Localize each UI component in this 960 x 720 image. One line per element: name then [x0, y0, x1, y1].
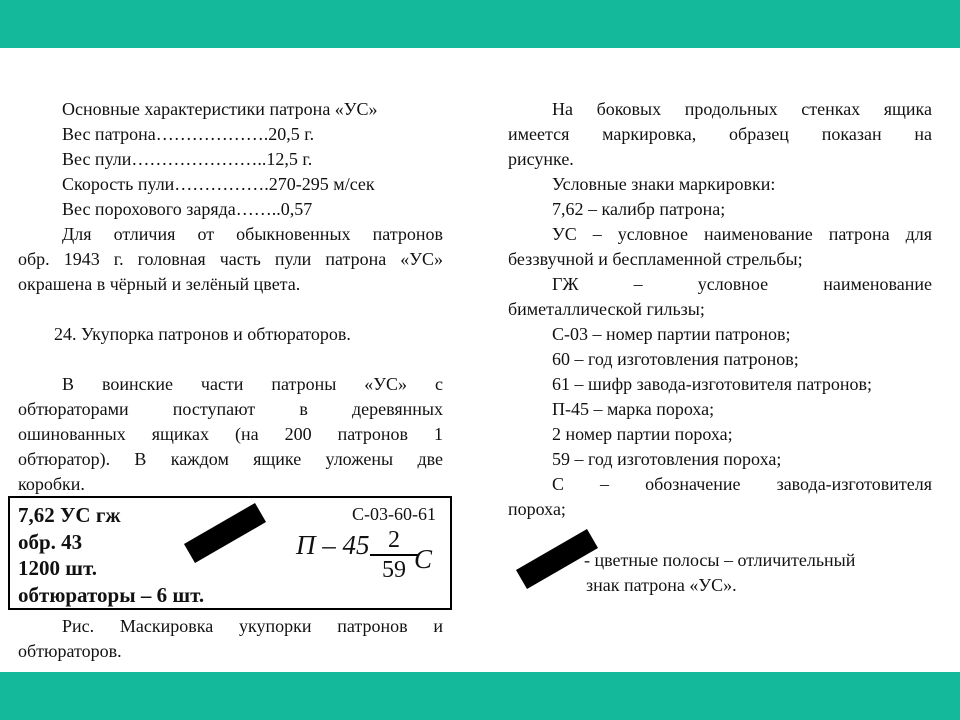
legend-item: пороха;	[508, 499, 566, 519]
section-heading: 24. Укупорка патронов и обтюраторов.	[54, 324, 351, 344]
legend-item: биметаллической гильзы;	[508, 299, 705, 319]
stripes-note-line: - цветные полосы – отличительный	[584, 550, 856, 570]
intro-line: имеется маркировка, образец показан на	[508, 124, 932, 144]
difference-line: Для отличия от обыкновенных патронов	[62, 224, 443, 244]
fraction-numerator: 2	[370, 526, 418, 556]
difference-line: окрашена в чёрный и зелёный цвета.	[18, 274, 301, 294]
box-caliber-line: 7,62 УС гж	[18, 503, 121, 527]
caption-line: обтюраторов.	[18, 641, 122, 661]
powder-formula-fraction	[370, 526, 418, 584]
box-batch-code: С-03-60-61	[352, 504, 436, 524]
powder-formula: П – 45	[296, 530, 370, 560]
packing-line: коробки.	[18, 474, 85, 494]
legend-item: беззвучной и беспламенной стрельбы;	[508, 249, 803, 269]
bottom-color-band	[0, 672, 960, 720]
box-model-line: обр. 43	[18, 530, 83, 554]
legend-item: С-03 – номер партии патронов;	[552, 324, 791, 344]
legend-item: ГЖ – условное наименование	[552, 274, 932, 294]
legend-item: С – обозначение завода-изготовителя	[552, 474, 932, 494]
specs-title: Основные характеристики патрона «УС»	[62, 99, 378, 119]
spec-charge-weight: Вес порохового заряда……..0,57	[62, 199, 313, 219]
legend-item: 61 – шифр завода-изготовителя патронов;	[552, 374, 872, 394]
spec-cartridge-weight: Вес патрона……………….20,5 г.	[62, 124, 315, 144]
powder-formula-plant: С	[414, 544, 433, 574]
legend-item: 59 – год изготовления пороха;	[552, 449, 782, 469]
stripes-note	[584, 548, 855, 598]
legend-item: 60 – год изготовления патронов;	[552, 349, 799, 369]
difference-line: обр. 1943 г. головная часть пули патрона «УС»	[18, 249, 443, 269]
legend-item: 2 номер партии пороха;	[552, 424, 733, 444]
packing-line: обтюратор). В каждом ящике уложены две	[18, 449, 443, 469]
legend-title: Условные знаки маркировки:	[552, 174, 776, 194]
caption-line: Рис. Маскировка укупорки патронов и	[62, 616, 443, 636]
legend-item: УС – условное наименование патрона для	[552, 224, 932, 244]
left-column	[18, 97, 443, 497]
stripes-note-line: знак патрона «УС».	[586, 575, 737, 595]
legend-item: 7,62 – калибр патрона;	[552, 199, 726, 219]
spec-bullet-speed: Скорость пули…………….270-295 м/сек	[62, 174, 375, 194]
intro-line: рисунке.	[508, 149, 574, 169]
box-obturators-line: обтюраторы – 6 шт.	[18, 583, 205, 607]
packing-line: В воинские части патроны «УС» с	[62, 374, 443, 394]
packing-line: обтюраторами поступают в деревянных	[18, 399, 443, 419]
fraction-denominator: 59	[382, 557, 406, 583]
packing-line: ошинованных ящиках (на 200 патронов 1	[18, 424, 443, 444]
figure-caption	[18, 614, 443, 664]
top-color-band	[0, 0, 960, 48]
legend-item: П-45 – марка пороха;	[552, 399, 715, 419]
spec-bullet-weight: Вес пули…………………..12,5 г.	[62, 149, 313, 169]
box-quantity-line: 1200 шт.	[18, 556, 97, 580]
right-column	[508, 97, 932, 522]
intro-line: На боковых продольных стенках ящика	[552, 99, 932, 119]
